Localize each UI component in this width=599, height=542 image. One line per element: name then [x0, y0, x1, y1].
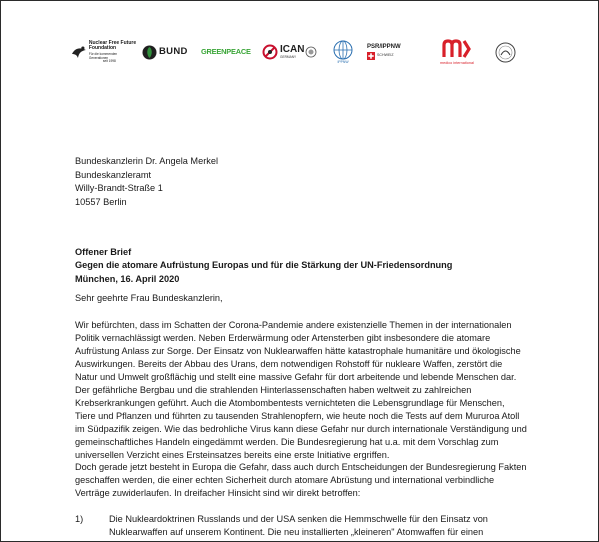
text-line: Verträge zuwiderlaufen. In dreifacher Hinsicht sind wir direkt betroffen: — [75, 488, 361, 499]
psr-ippnw-logo — [367, 31, 427, 73]
nuclear-free-future-logo — [71, 31, 137, 73]
recipient-street: Willy-Brandt-Straße 1 — [75, 183, 163, 194]
ican-nuke-icon — [262, 44, 278, 60]
letter-type: Offener Brief — [75, 247, 132, 257]
text-line: Wir befürchten, dass im Schatten der Corona-Pandemie andere existenzielle Themen in der internationalen — [75, 320, 512, 330]
nff-foundation: Foundation — [88, 44, 117, 51]
ippnw-logo — [331, 31, 355, 73]
text-line: Krebserkrankungen geführt. Auch die Atombombentests vernichteten die Lebensgrundlage für Menschen, — [75, 398, 505, 409]
text-line: Auswirkungen. Bereits der Abbau des Urans, dem notwendigen Rohstoff für nukleare Waffen, zerstört die — [75, 359, 503, 370]
text-line: universellen Verzicht eines Ersteinsatzes bereits eine erste Initiative ergriffen. — [75, 450, 390, 461]
seal-emblem-icon — [495, 42, 516, 63]
seal-logo — [495, 31, 517, 73]
text-line: gemeinschaftliches Handeln eingedämmt werden. Die Bundesregierung hat u.a. mit dem Vorschlag zum — [75, 437, 499, 448]
letter-subject: Gegen die atomare Aufrüstung Europas und für die Stärkung der UN-Friedensordnung — [75, 260, 453, 271]
recipient-address — [75, 155, 218, 209]
text-line: Aufrüstung Anlass zur Sorge. Der Einsatz von Nuklearwaffen hätte katastrophale humanitäre und ökologische — [75, 346, 521, 357]
nff-name: Nuclear Free Future — [88, 39, 137, 46]
salutation: Sehr geehrte Frau Bundeskanzlerin, — [75, 293, 223, 303]
ippnw-text: IPPNW — [337, 59, 349, 64]
medico-logo — [429, 31, 485, 73]
ican-text: ICAN — [280, 44, 305, 56]
text-line: Natur und Umwelt großflächig und stellt eine massive Gefahr für dort arbeitende und lebende Menschen dar. — [75, 372, 517, 383]
list-number: 1) — [75, 514, 84, 524]
text-line: Der gefährliche Bergbau und die strahlenden Hinterlassenschaften haben weltweit zu zahlreichen — [75, 385, 472, 396]
greenpeace-logo — [201, 31, 257, 73]
logo-bar — [1, 31, 598, 73]
recipient-office: Bundeskanzleramt — [75, 169, 152, 180]
bird-icon — [71, 42, 87, 62]
bund-leaf-icon — [142, 45, 157, 60]
nff-tagline: Für die kommenden Generationen — [88, 52, 118, 60]
text-line: im Südpazifik zeigen. Wie das bedrohliche Virus kann diese Gefahr nur durch internationale Verständigung und — [75, 424, 527, 435]
ican-sub: GERMANY — [280, 54, 297, 59]
nff-since: seit 1998 — [102, 58, 116, 63]
paragraph-1 — [75, 319, 551, 463]
recipient-name: Bundeskanzlerin Dr. Angela Merkel — [75, 156, 218, 166]
medico-mark-icon — [442, 39, 472, 59]
text-line: Politik vernachlässigt werden. Neben Erderwärmung oder Artensterben gibt insbesondere die atomare — [75, 333, 491, 344]
text-line: Nuklearwaffen auf unserem Kontinent. Die neu installierten „kleineren" Atomwaffen für einen — [109, 527, 484, 538]
recipient-city: 10557 Berlin — [75, 196, 127, 207]
text-line: geschaffen werden, die einer echten Sicherheit durch atomare Abrüstung und international verbindliche — [75, 475, 495, 486]
swiss-cross-icon — [367, 52, 375, 60]
letter-place-date: München, 16. April 2020 — [75, 273, 180, 284]
ican-logo — [262, 31, 322, 73]
medico-text: medico international — [440, 61, 474, 65]
psr-sub: SCHWEIZ — [377, 53, 394, 58]
nobel-badge-icon — [305, 46, 317, 58]
bund-text: BUND — [159, 46, 188, 58]
text-line: Tiere und Pflanzen und führten zu tausenden Strahlenopfern, wie heute noch die Tests auf dem Mururoa Atoll — [75, 411, 520, 422]
greenpeace-text: GREENPEACE — [201, 47, 251, 57]
paragraph-2 — [75, 461, 551, 500]
ippnw-globe-icon — [333, 40, 353, 60]
psr-text: PSR/IPPNW — [367, 43, 401, 50]
bund-logo — [142, 31, 192, 73]
text-line: Die Nukleardoktrinen Russlands und der USA senken die Hemmschwelle für den Einsatz von — [109, 514, 488, 524]
list-text — [109, 513, 488, 539]
letter-heading — [75, 246, 452, 286]
text-line: Doch gerade jetzt besteht in Europa die Gefahr, dass auch durch Entscheidungen der Bundesregierung Fakten — [75, 462, 527, 472]
